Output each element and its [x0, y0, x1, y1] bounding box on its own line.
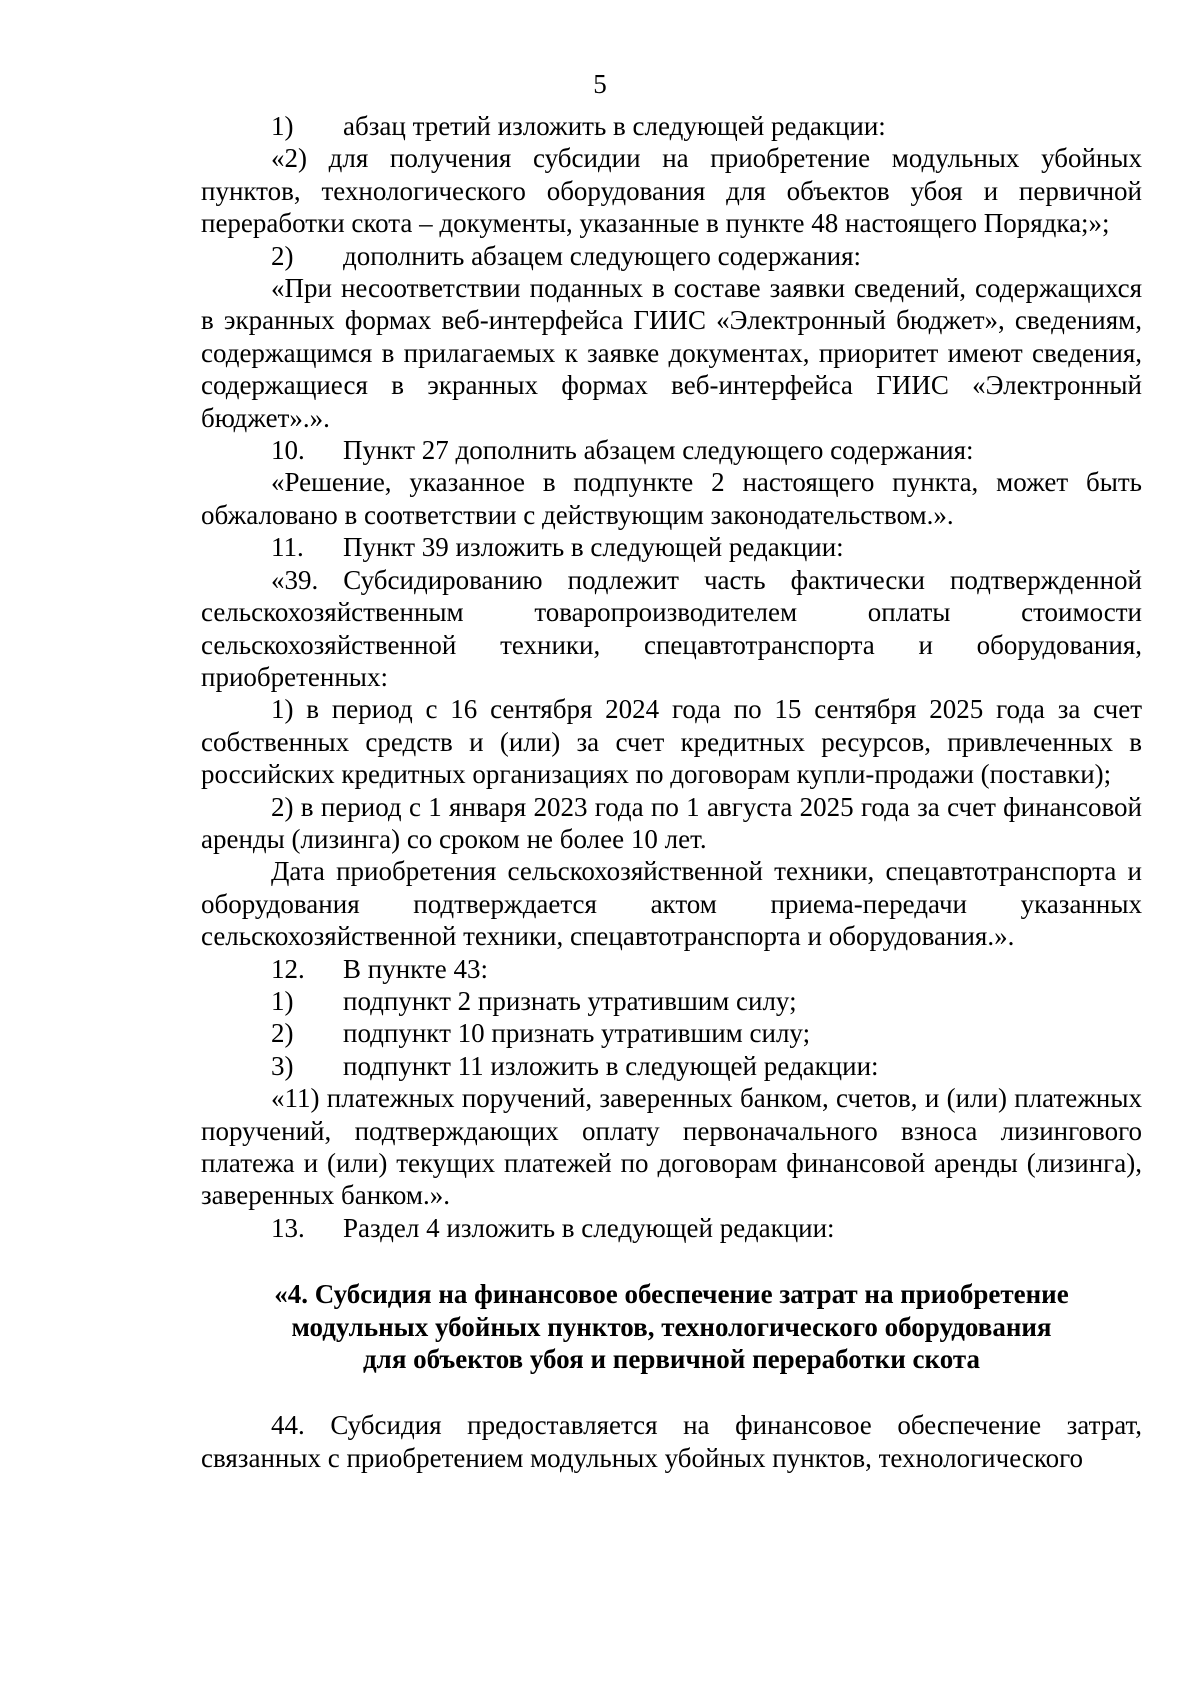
list-item-text: подпункт 2 признать утратившим силу;	[343, 985, 797, 1016]
list-item-number: 1)	[271, 985, 294, 1016]
list-item	[201, 531, 1142, 563]
list-item-text: Раздел 4 изложить в следующей редакции:	[343, 1212, 835, 1243]
list-item	[201, 953, 1142, 985]
list-item-text: Пункт 39 изложить в следующей редакции:	[343, 532, 844, 563]
list-item-text: В пункте 43:	[343, 953, 488, 984]
list-item	[201, 1212, 1142, 1244]
list-item-text: подпункт 10 признать утратившим силу;	[343, 1018, 811, 1049]
paragraph: «Решение, указанное в подпункте 2 настоящего пункта, может быть обжаловано в соответствии с действующим законодательством.».	[201, 467, 1142, 530]
paragraph: Дата приобретения сельскохозяйственной техники, спецавтотранспорта и оборудования подтверждается актом приема-передачи указанных сельскохозяйственной техники, спецавтотранспорта и оборудования.».	[201, 856, 1142, 952]
list-item-number: 12.	[271, 953, 305, 984]
document-body	[201, 110, 1142, 1474]
section-heading-line: модульных убойных пунктов, технологического оборудования	[291, 1311, 1052, 1342]
paragraph: «2) для получения субсидии на приобретение модульных убойных пунктов, технологического оборудования для объектов убоя и первичной переработки скота – документы, указанные в пункте 48 настоящего Порядка;»;	[201, 143, 1142, 239]
list-item-number: 13.	[271, 1212, 305, 1243]
list-item-text: Пункт 27 дополнить абзацем следующего содержания:	[343, 435, 974, 466]
paragraph: 1) в период с 16 сентября 2024 года по 15 сентября 2025 года за счет собственных средств и (или) за счет кредитных ресурсов, привлеченных в российских кредитных организациях по договорам купли-продажи (поставки);	[201, 694, 1142, 790]
list-item-text: подпункт 11 изложить в следующей редакции:	[343, 1050, 879, 1081]
section-heading-line: «4. Субсидия на финансовое обеспечение затрат на приобретение	[274, 1279, 1069, 1310]
list-item-text: абзац третий изложить в следующей редакции:	[343, 111, 886, 141]
section-heading	[201, 1278, 1142, 1375]
list-item-number: 2)	[271, 1018, 294, 1049]
list-item	[201, 240, 1142, 272]
page-number: 5	[593, 69, 607, 99]
section-heading-line: для объектов убоя и первичной переработки скота	[363, 1344, 980, 1375]
list-item-number: 3)	[271, 1050, 294, 1081]
list-item-text: дополнить абзацем следующего содержания:	[343, 240, 862, 271]
list-item-number: 2)	[271, 240, 294, 271]
list-item	[201, 434, 1142, 466]
paragraph: «При несоответствии поданных в составе заявки сведений, содержащихся в экранных формах веб-интерфейса ГИИС «Электронный бюджет», сведениям, содержащимся в прилагаемых к заявке документах, приоритет имеют сведения, содержащиеся в экранных формах веб-интерфейса ГИИС «Электронный бюджет».».	[201, 273, 1142, 433]
list-item	[201, 985, 1142, 1017]
paragraph: «39. Субсидированию подлежит часть фактически подтвержденной сельскохозяйственным товаропроизводителем оплаты стоимости сельскохозяйственной техники, спецавтотранспорта и оборудования, приобретенных:	[201, 564, 1142, 692]
list-item-number: 11.	[271, 532, 304, 563]
list-item	[201, 1050, 1142, 1082]
list-item-number: 1)	[271, 111, 294, 141]
list-item	[201, 1017, 1142, 1049]
list-item	[201, 110, 1142, 142]
paragraph: 2) в период с 1 января 2023 года по 1 августа 2025 года за счет финансовой аренды (лизинга) со сроком не более 10 лет.	[201, 791, 1142, 854]
paragraph: 44. Субсидия предоставляется на финансовое обеспечение затрат, связанных с приобретением модульных убойных пунктов, технологического	[201, 1410, 1142, 1473]
list-item-number: 10.	[271, 435, 305, 466]
paragraph: «11) платежных поручений, заверенных банком, счетов, и (или) платежных поручений, подтверждающих оплату первоначального взноса лизингового платежа и (или) текущих платежей по договорам финансовой аренды (лизинга), заверенных банком.».	[201, 1083, 1142, 1211]
